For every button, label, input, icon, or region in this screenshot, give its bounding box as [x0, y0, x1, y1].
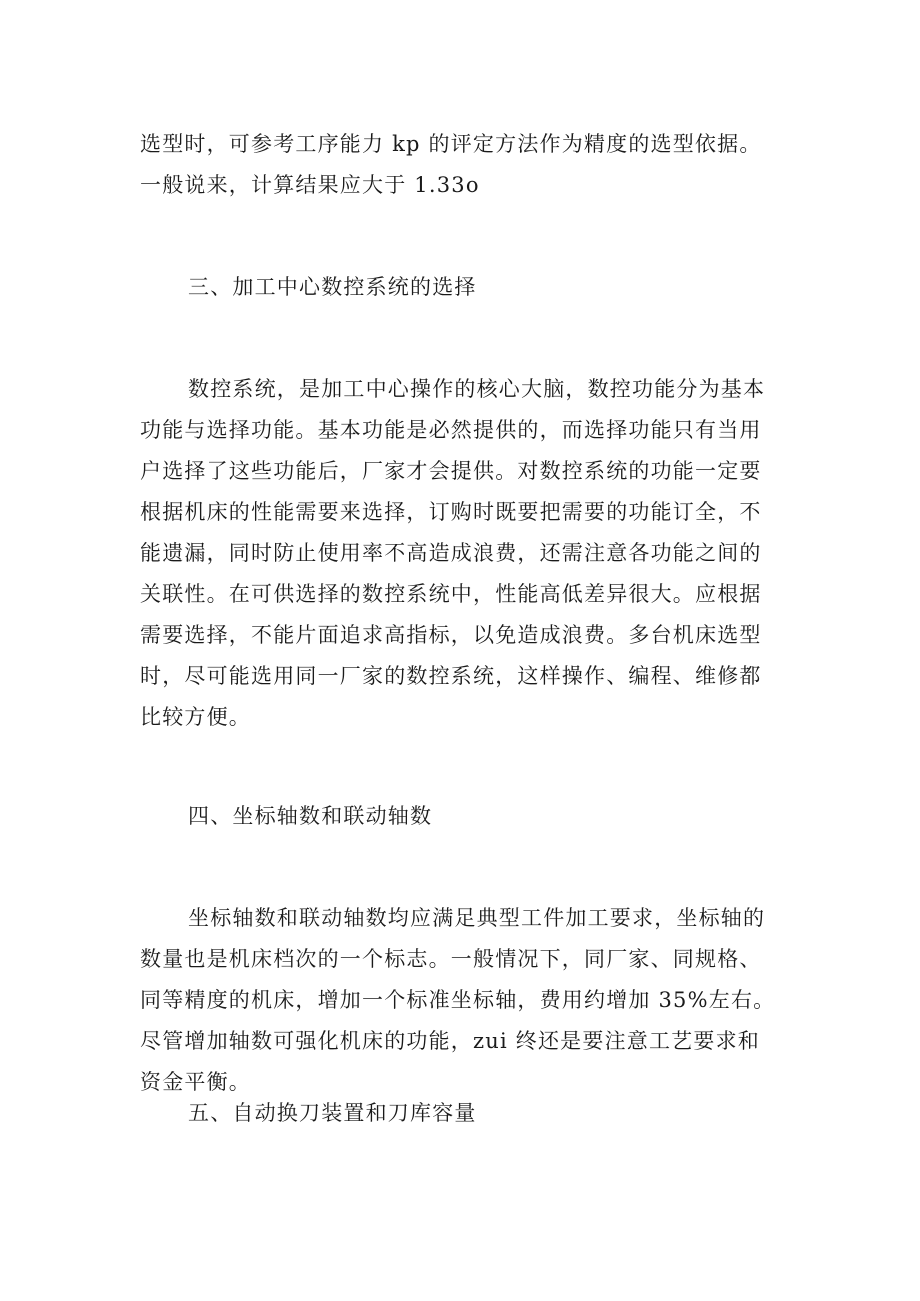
section4-line-3: 同等精度的机床，增加一个标准坐标轴，费用约增加 35%左右。 [140, 988, 776, 1012]
section3-line-7: 需要选择，不能片面追求高指标，以免造成浪费。多台机床选型 [140, 623, 762, 647]
section4-line-1: 坐标轴数和联动轴数均应满足典型工件加工要求，坐标轴的 [188, 906, 766, 930]
section3-line-2: 功能与选择功能。基本功能是必然提供的，而选择功能只有当用 [140, 418, 762, 442]
section3-line-1: 数控系统，是加工中心操作的核心大脑，数控功能分为基本 [188, 377, 766, 401]
section3-line-8: 时，尽可能选用同一厂家的数控系统，这样操作、编程、维修都 [140, 664, 762, 688]
section4-heading: 四、坐标轴数和联动轴数 [188, 804, 433, 828]
section3-line-9: 比较方便。 [140, 705, 251, 729]
section3-line-4: 根据机床的性能需要来选择，订购时既要把需要的功能订全，不 [140, 500, 762, 524]
section3-line-5: 能遗漏，同时防止使用率不高造成浪费，还需注意各功能之间的 [140, 541, 762, 565]
intro-line-2: 一般说来，计算结果应大于 1.33o [140, 173, 480, 197]
section3-heading: 三、加工中心数控系统的选择 [188, 275, 477, 299]
section4-line-2: 数量也是机床档次的一个标志。一般情况下，同厂家、同规格、 [140, 947, 762, 971]
section3-line-3: 户选择了这些功能后，厂家才会提供。对数控系统的功能一定要 [140, 459, 762, 483]
section4-line-4: 尽管增加轴数可强化机床的功能，zui 终还是要注意工艺要求和 [140, 1029, 760, 1053]
section5-heading: 五、自动换刀装置和刀库容量 [188, 1101, 477, 1125]
intro-line-1: 选型时，可参考工序能力 kp 的评定方法作为精度的选型依据。 [140, 132, 762, 156]
section4-line-5: 资金平衡。 [140, 1070, 251, 1094]
section3-line-6: 关联性。在可供选择的数控系统中，性能高低差异很大。应根据 [140, 582, 762, 606]
